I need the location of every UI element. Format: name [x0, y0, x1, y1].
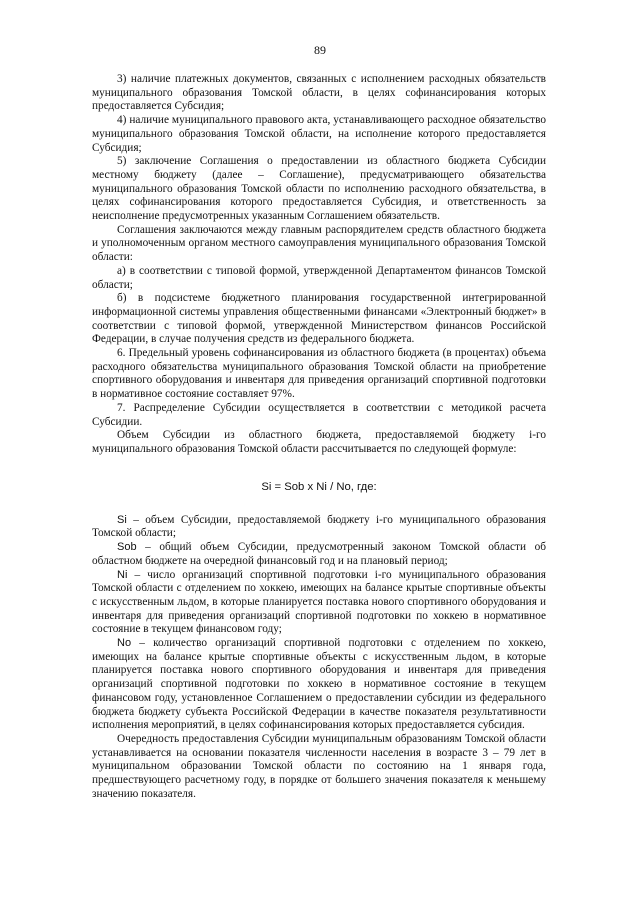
definition-ni [92, 569, 546, 638]
symbol-si: Si [117, 513, 127, 526]
definition-no-text: – количество организаций спортивной подготовки с отделением по хоккею, имеющих на балансе крытые спортивные объекты с искусственным льдом, в которые планируется поставка нового спортивного оборудования и инвентаря для приведения организаций спортивной подготовки по хоккею в нормативное состояние в текущем финансовом году, установленное Соглашением о предоставлении субсидии из федерального бюджета бюджету субъекта Российской Федерации в качестве показателя результативности исполнения мероприятий, в целях софинансирования которых предоставляется субсидия. [92, 637, 546, 732]
paragraph-agreements: Соглашения заключаются между главным распорядителем средств областного бюджета и уполномоченным органом местного самоуправления муниципального образования Томской области: [92, 223, 546, 264]
paragraph-formula-intro: Объем Субсидии из областного бюджета, предоставляемой бюджету i-го муниципального образования Томской области рассчитывается по следующей формуле: [92, 429, 546, 455]
symbol-ni: Ni [117, 568, 128, 581]
body-text [92, 73, 546, 801]
paragraph-item-5: 5) заключение Соглашения о предоставлении из областного бюджета Субсидии местному бюджету (далее – Соглашение), предусматривающего обязательства муниципального образования Томской области по исполнению расходного обязательства, в целях софинансирования которого предоставляется Субсидия, и ответственность за неисполнение предусмотренных указанным Соглашением обязательств. [92, 155, 546, 223]
page-number: 89 [314, 43, 326, 57]
definition-si [92, 514, 546, 541]
definition-si-text: – объем Субсидии, предоставляемой бюджету i-го муниципального образования Томской области; [92, 513, 546, 540]
symbol-sob: Sob [117, 541, 137, 554]
paragraph-section-7: 7. Распределение Субсидии осуществляется в соответствии с методикой расчета Субсидии. [92, 401, 546, 428]
paragraph-option-a: а) в соответствии с типовой формой, утвержденной Департаментом финансов Томской области; [92, 264, 546, 291]
paragraph-option-b: б) в подсистеме бюджетного планирования государственной интегрированной информационной системы управления общественными финансами «Электронный бюджет» в соответствии с типовой формой, утвержденной Министерством финансов Российской Федерации, в случае получения средств из федерального бюджета. [92, 292, 546, 346]
paragraph-section-6: 6. Предельный уровень софинансирования из областного бюджета (в процентах) объема расходного обязательства муниципального образования Томской области на приобретение спортивного оборудования и инвентаря для приведения организаций спортивной подготовки в нормативное состояние составляет 97%. [92, 347, 546, 401]
symbol-no: No [117, 637, 132, 650]
definition-no [92, 637, 546, 733]
definition-sob [92, 541, 546, 568]
formula: Si = Sob x Ni / No, где: [261, 480, 377, 493]
paragraph-priority: Очередность предоставления Субсидии муниципальным образованиям Томской области устанавливается на основании показателя численности населения в возрасте 3 – 79 лет в муниципальном образовании Томской области по состоянию на 1 января года, предшествующего расчетному году, в порядке от большего значения показателя к меньшему значению показателя. [92, 732, 546, 800]
paragraph-item-3: 3) наличие платежных документов, связанных с исполнением расходных обязательств муниципального образования Томской области, в целях софинансирования которых предоставляется Субсидия; [92, 73, 546, 113]
definition-ni-text: – число организаций спортивной подготовки i-го муниципального образования Томской области с отделением по хоккею, имеющих на балансе крытые спортивные объекты с искусственным льдом, в которые планируется поставка нового спортивного оборудования и инвентаря для приведения организаций спортивной подготовки по хоккею в нормативное состояние в текущем финансовом году; [92, 568, 546, 636]
paragraph-item-4: 4) наличие муниципального правового акта, устанавливающего расходное обязательство муниципального образования Томской области, на исполнение которого предоставляется Субсидия; [92, 114, 546, 154]
definition-sob-text: – общий объем Субсидии, предусмотренный законом Томской области об областном бюджете на очередной финансовый год и на плановый период; [92, 541, 546, 567]
